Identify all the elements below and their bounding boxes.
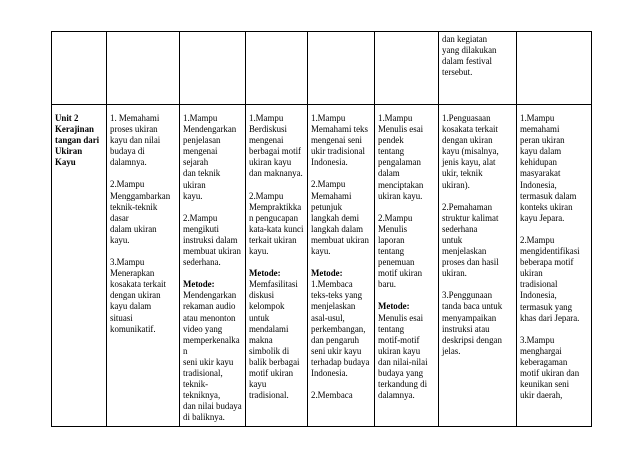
festival-activity-text: dan kegiatan yang dilakukan dalam festival tersebut. xyxy=(442,34,497,78)
writing-method: Menulis esai tentang motif-motif ukiran kayu dan nilai-nilai budaya yang terkandung di dalamnya. xyxy=(378,312,428,401)
culture-cell xyxy=(517,105,592,427)
table-cell xyxy=(308,32,375,105)
table-cell xyxy=(517,32,592,105)
learning-objectives-cell xyxy=(107,105,180,427)
culture-goal-2: 2.Mampu mengidentifikasi beberapa motif ukiran tradisional Indonesia, termasuk yang khas dari Jepara. xyxy=(520,234,580,323)
language-element-1: 1.Penguasaan kosakata terkait dengan ukiran kayu (misalnya, jenis kayu, alat ukir, teknik ukiran). xyxy=(442,113,499,190)
table-cell xyxy=(180,32,246,105)
culture-goal-1: 1.Mampu memahami peran ukiran kayu dalam kehidupan masyarakat Indonesia, termasuk dalam konteks ukiran kayu Jepara. xyxy=(520,113,577,223)
method-label: Metode: xyxy=(378,301,410,312)
table-cell xyxy=(439,32,517,105)
method-label: Metode: xyxy=(183,279,215,290)
objective-2: 2.Mampu Menggambarkan teknik-teknik dasar dalam ukiran kayu. xyxy=(110,179,171,245)
curriculum-table xyxy=(51,31,592,427)
language-element-3: 3.Penggunaan tanda baca untuk menyampaikan instruksi atau deskripsi dengan jelas. xyxy=(442,290,503,356)
objective-1: 1. Memahami proses ukiran kayu dan nilai budaya di dalamnya. xyxy=(110,113,161,168)
listening-goal-2: 2.Mampu mengikuti instruksi dalam membuat ukiran sederhana. xyxy=(183,212,241,268)
objective-3: 3.Mampu Menerapkan kosakata terkait dengan ukiran kayu dalam situasi komunikatif. xyxy=(110,257,166,334)
table-row xyxy=(52,105,592,427)
method-label: Metode: xyxy=(311,268,343,279)
reading-cell xyxy=(308,105,375,427)
reading-goal-1: 1.Mampu Memahami teks mengenai seni ukir tradisional Indonesia. xyxy=(311,113,368,168)
culture-goal-3: 3.Mampu menghargai keberagaman motif ukiran dan keunikan seni ukir daerah, xyxy=(520,334,580,401)
speaking-cell xyxy=(246,105,308,427)
unit-title: Unit 2 Kerajinan tangan dari Ukiran Kayu xyxy=(55,113,100,168)
table-cell xyxy=(246,32,308,105)
language-elements-cell xyxy=(439,105,517,427)
listening-goal-1: 1.Mampu Mendengarkan penjelasan mengenai sejarah dan teknik ukiran kayu. xyxy=(183,113,237,201)
unit-cell xyxy=(52,105,107,427)
writing-goal-1: 1.Mampu Menulis esai pendek tentang pengalaman dalam menciptakan ukiran kayu. xyxy=(378,113,424,201)
table-cell xyxy=(107,32,180,105)
listening-cell xyxy=(180,105,246,427)
table-cell xyxy=(375,32,439,105)
writing-goal-2: 2.Mampu Menulis laporan tentang penemuan motif ukiran baru. xyxy=(378,212,423,290)
table-cell xyxy=(52,32,107,105)
speaking-method: Memfasilitasi diskusi kelompok untuk mendalami makna simbolik di balik berbagai motif ukiran kayu tradisional. xyxy=(249,279,300,401)
reading-goal-2: 2.Mampu Memahami petunjuk langkah demi langkah dalam membuat ukiran kayu. xyxy=(311,179,369,257)
language-element-2: 2.Pemahaman struktur kalimat sederhana untuk menjelaskan proses dan hasil ukiran. xyxy=(442,201,499,279)
listening-method: Mendengarkan rekaman audio atau menonton video yang memperkenalkan seni ukir kayu tradisional, teknik-tekniknya, dan nilai budaya di baliknya. xyxy=(183,290,242,423)
method-label: Metode: xyxy=(249,268,281,279)
reading-method-1: 1.Membaca teks-teks yang menjelaskan asal-usul, perkembangan, dan pengaruh seni ukir kayu terhadap budaya Indonesia. xyxy=(311,279,370,378)
table-row xyxy=(52,32,592,105)
writing-cell xyxy=(375,105,439,427)
reading-method-2: 2.Membaca xyxy=(311,390,353,401)
speaking-goal-2: 2.Mampu Mempraktikka n pengucapan kata-kata kunci terkait ukiran kayu. xyxy=(249,190,304,257)
speaking-goal-1: 1.Mampu Berdiskusi mengenai berbagai motif ukiran kayu dan maknanya. xyxy=(249,113,303,179)
